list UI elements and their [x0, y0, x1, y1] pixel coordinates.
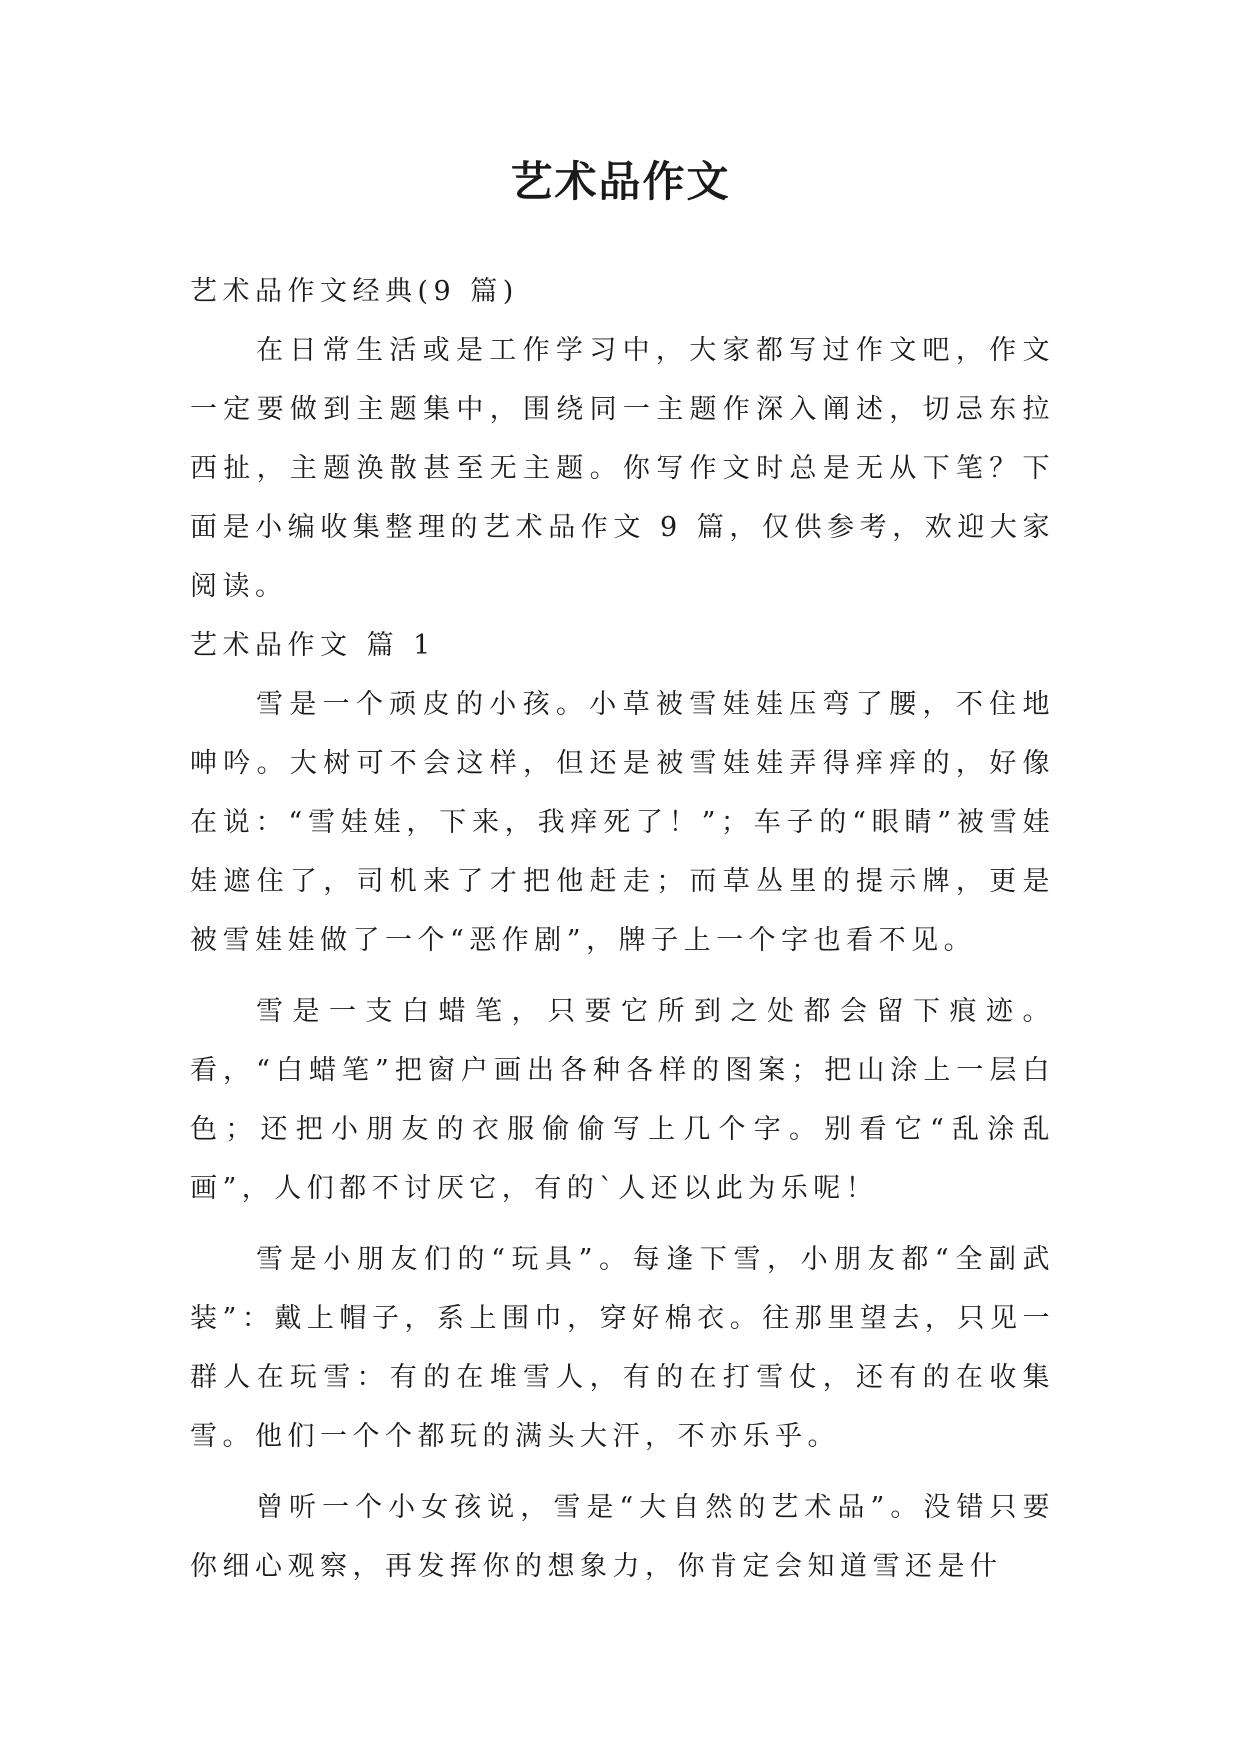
body-paragraph: 雪是小朋友们的“玩具”。每逢下雪，小朋友都“全副武装”：戴上帽子，系上围巾，穿好棉衣。往那里望去，只见一群人在玩雪：有的在堆雪人，有的在打雪仗，还有的在收集雪。他们一个个都玩的满头大汗，不亦乐乎。 [190, 1244, 1055, 1452]
body-paragraph: 雪是一支白蜡笔，只要它所到之处都会留下痕迹。看，“白蜡笔”把窗户画出各种各样的图案；把山涂上一层白色；还把小朋友的衣服偷偷写上几个字。别看它“乱涂乱画”，人们都不讨厌它，有的`人还以此为乐呢！ [190, 996, 1055, 1204]
document-title: 艺术品作文 [510, 157, 731, 206]
body-paragraph: 曾听一个小女孩说，雪是“大自然的艺术品”。没错只要你细心观察，再发挥你的想象力，你肯定会知道雪还是什 [190, 1492, 1055, 1582]
document-body [190, 262, 1055, 1596]
section-heading: 艺术品作文 篇 1 [190, 630, 436, 661]
body-paragraph: 雪是一个顽皮的小孩。小草被雪娃娃压弯了腰，不住地呻吟。大树可不会这样，但还是被雪娃娃弄得痒痒的，好像在说：“雪娃娃，下来，我痒死了！”；车子的“眼睛”被雪娃娃遮住了，司机来了才把他赶走；而草丛里的提示牌，更是被雪娃娃做了一个“恶作剧”，牌子上一个字也看不见。 [190, 689, 1055, 956]
intro-paragraph: 在日常生活或是工作学习中，大家都写过作文吧，作文一定要做到主题集中，围绕同一主题作深入阐述，切忌东拉西扯，主题涣散甚至无主题。你写作文时总是无从下笔？下面是小编收集整理的艺术品作文 9 篇，仅供参考，欢迎大家阅读。 [190, 335, 1055, 602]
document-subtitle: 艺术品作文经典(9 篇) [190, 276, 519, 307]
